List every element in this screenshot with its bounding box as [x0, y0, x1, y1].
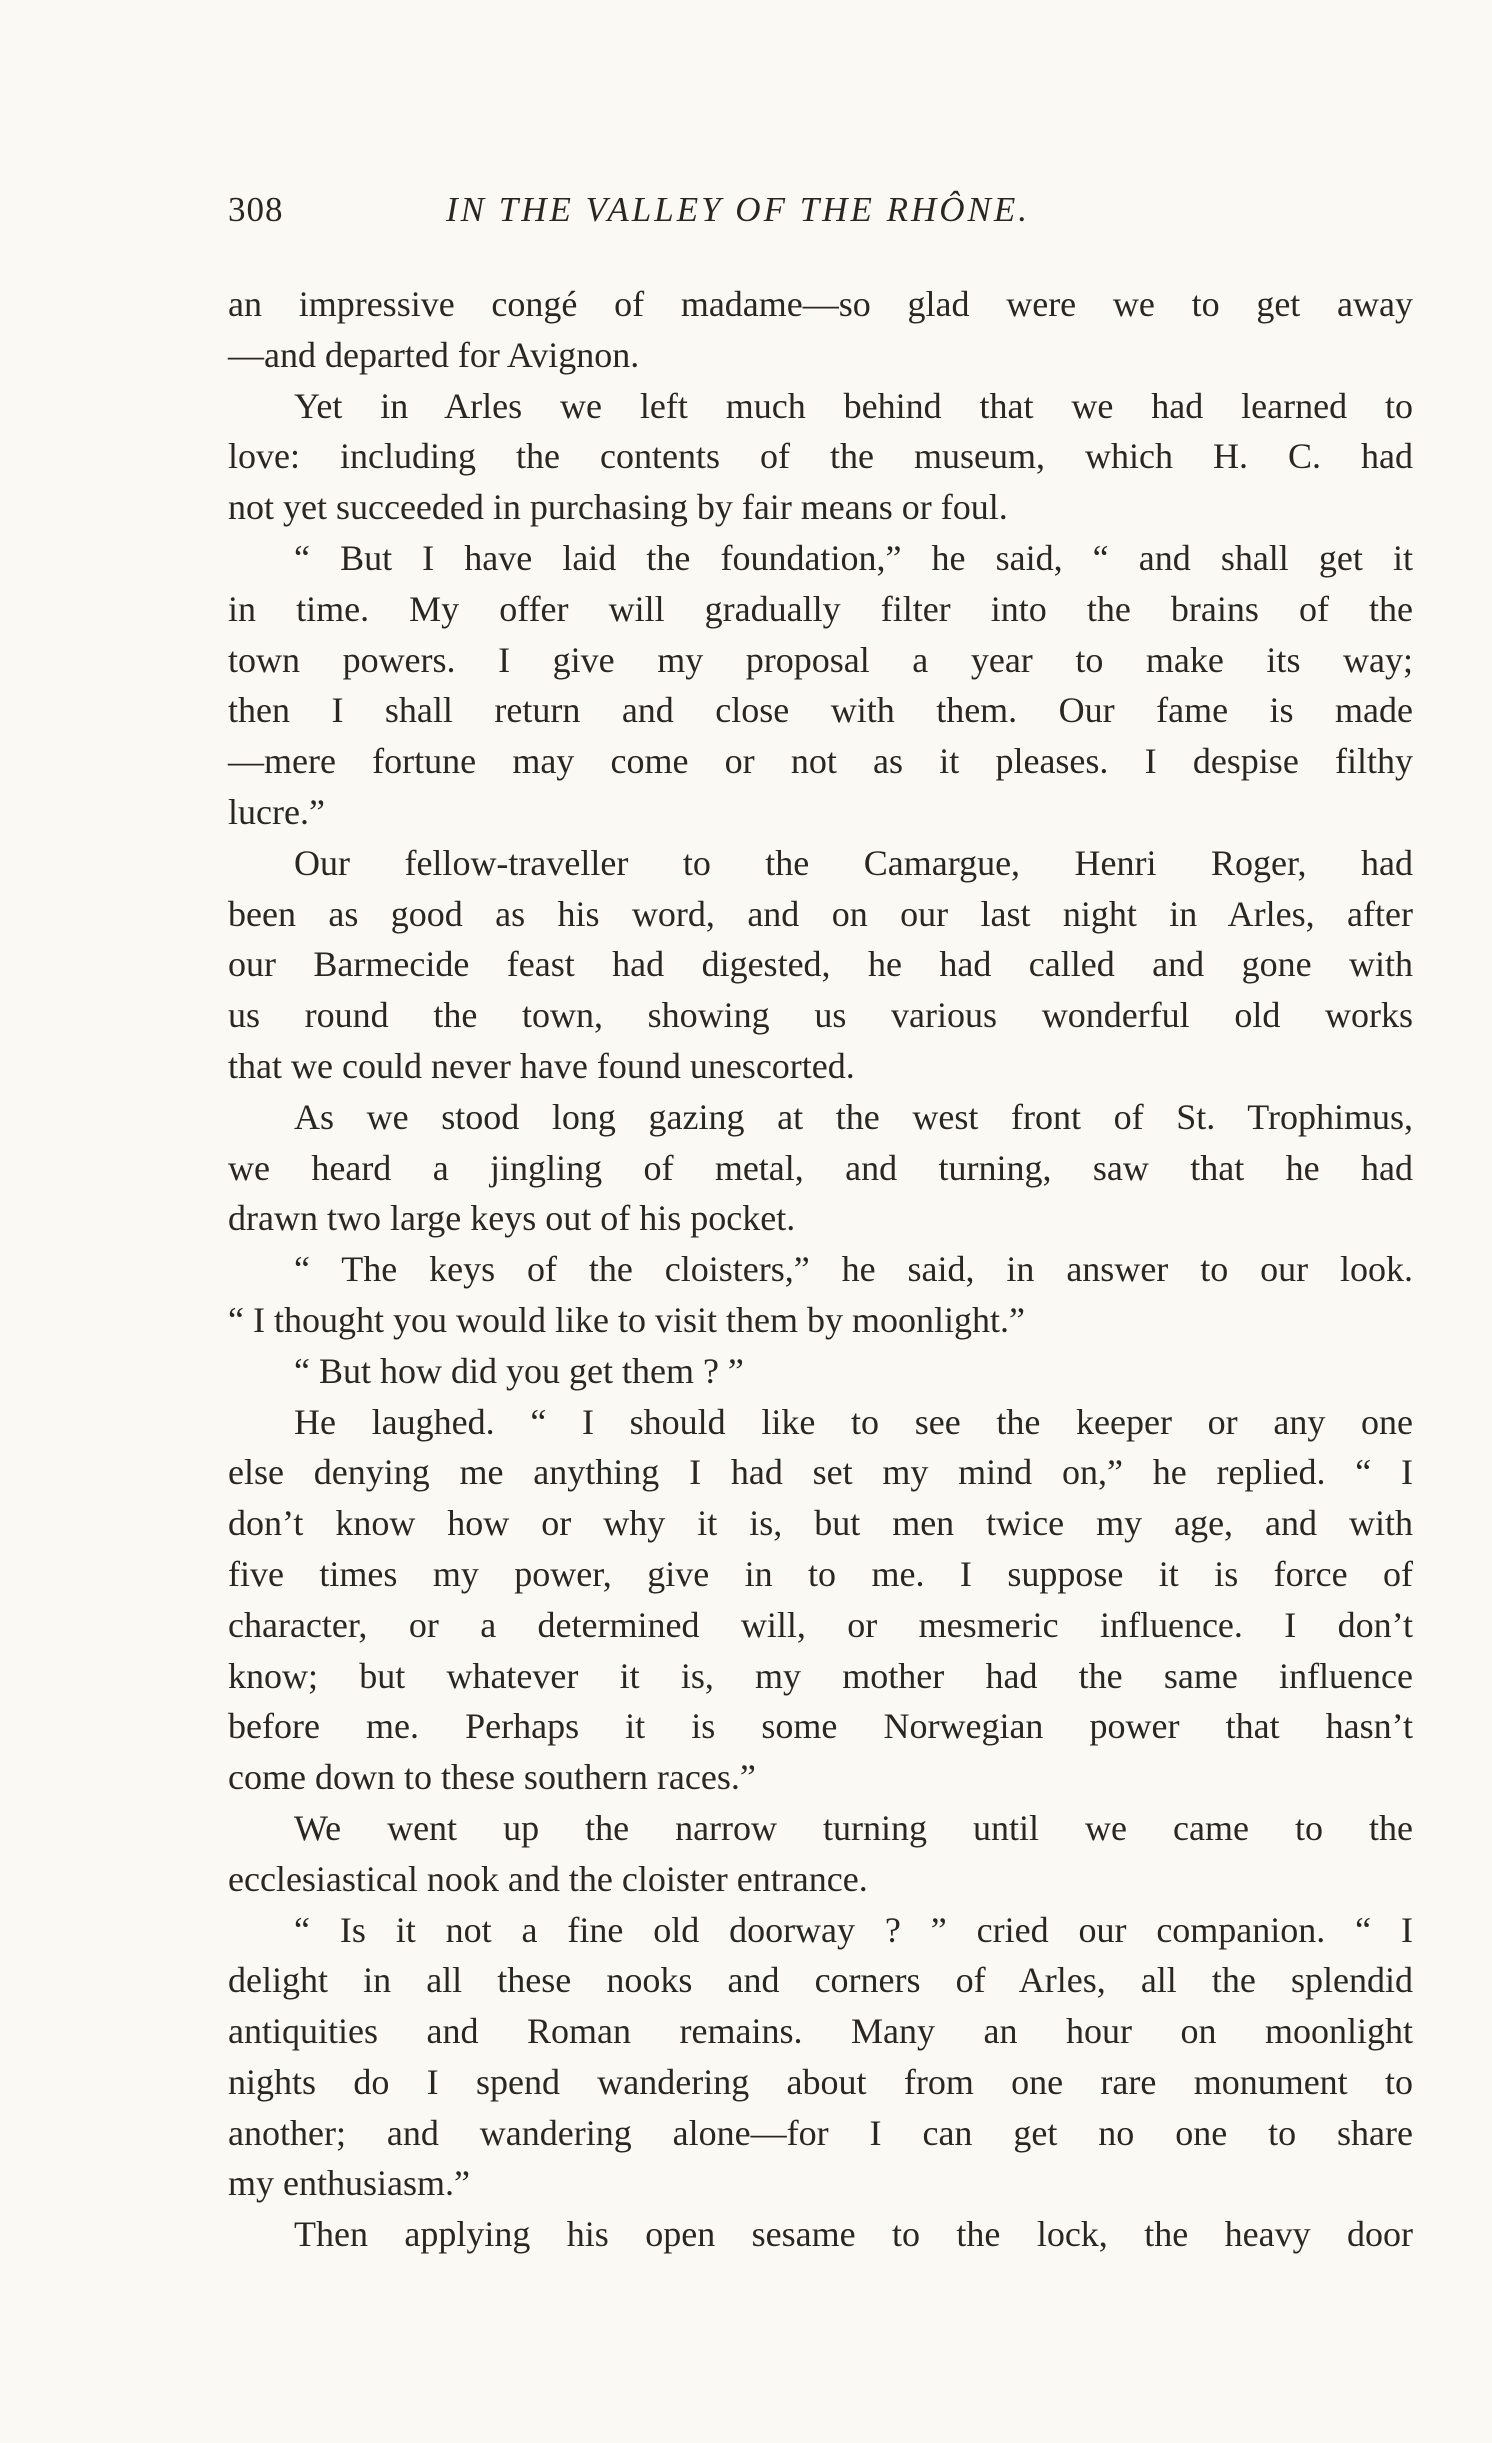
text-line: love: including the contents of the museum, which H. C. had	[228, 436, 1413, 477]
text-line: my enthusiasm.”	[228, 2163, 470, 2204]
text-line: —mere fortune may come or not as it pleases. I despise filthy	[228, 741, 1413, 782]
text-line: “ Is it not a fine old doorway ? ” cried our companion. “ I	[294, 1909, 1413, 1950]
text-line: in time. My offer will gradually filter into the brains of the	[228, 588, 1413, 629]
text-line: we heard a jingling of metal, and turning, saw that he had	[228, 1147, 1413, 1188]
text-line: know; but whatever it is, my mother had the same influence	[228, 1655, 1413, 1696]
text-line: another; and wandering alone—for I can get no one to share	[228, 2112, 1413, 2153]
text-line: delight in all these nooks and corners of Arles, all the splendid	[228, 1960, 1413, 2001]
page-number: 308	[228, 190, 284, 229]
text-line: our Barmecide feast had digested, he had called and gone with	[228, 944, 1413, 985]
text-line: don’t know how or why it is, but men twice my age, and with	[228, 1503, 1413, 1544]
text-line: character, or a determined will, or mesmeric influence. I don’t	[228, 1604, 1413, 1645]
text-line: before me. Perhaps it is some Norwegian power that hasn’t	[228, 1706, 1413, 1747]
text-line: We went up the narrow turning until we came to the	[294, 1807, 1413, 1848]
text-line: ecclesiastical nook and the cloister entrance.	[228, 1858, 868, 1899]
text-line: town powers. I give my proposal a year to make its way;	[228, 639, 1413, 680]
text-line: us round the town, showing us various wonderful old works	[228, 995, 1413, 1036]
running-title: IN THE VALLEY OF THE RHÔNE.	[446, 190, 1030, 229]
text-line: that we could never have found unescorted.	[228, 1045, 855, 1086]
text-line: an impressive congé of madame—so glad were we to get away	[228, 284, 1413, 324]
text-line: been as good as his word, and on our last night in Arles, after	[228, 893, 1413, 934]
text-line: come down to these southern races.”	[228, 1757, 756, 1798]
text-line: five times my power, give in to me. I suppose it is force of	[228, 1553, 1413, 1594]
text-line: else denying me anything I had set my mind on,” he replied. “ I	[228, 1452, 1413, 1493]
text-line: lucre.”	[228, 791, 325, 832]
text-line: drawn two large keys out of his pocket.	[228, 1198, 796, 1239]
text-line: —and departed for Avignon.	[228, 334, 640, 375]
text-line: Yet in Arles we left much behind that we had learned to	[294, 385, 1413, 426]
text-line: “ But how did you get them ? ”	[294, 1350, 744, 1391]
text-line: Our fellow-traveller to the Camargue, Henri Roger, had	[294, 842, 1413, 883]
text-line: He laughed. “ I should like to see the keeper or any one	[294, 1401, 1413, 1442]
body-text	[228, 279, 1413, 2260]
text-line: “ But I have laid the foundation,” he said, “ and shall get it	[294, 537, 1413, 578]
text-line: “ I thought you would like to visit them by moonlight.”	[228, 1299, 1025, 1340]
text-line: Then applying his open sesame to the lock, the heavy door	[294, 2214, 1413, 2255]
text-line: nights do I spend wandering about from one rare monument to	[228, 2061, 1413, 2102]
text-line: then I shall return and close with them. Our fame is made	[228, 690, 1413, 731]
text-line: not yet succeeded in purchasing by fair means or foul.	[228, 487, 1008, 528]
text-line: As we stood long gazing at the west front of St. Trophimus,	[294, 1096, 1413, 1137]
page-header	[228, 190, 1413, 250]
text-line: antiquities and Roman remains. Many an hour on moonlight	[228, 2011, 1413, 2052]
text-line: “ The keys of the cloisters,” he said, in answer to our look.	[294, 1249, 1413, 1290]
